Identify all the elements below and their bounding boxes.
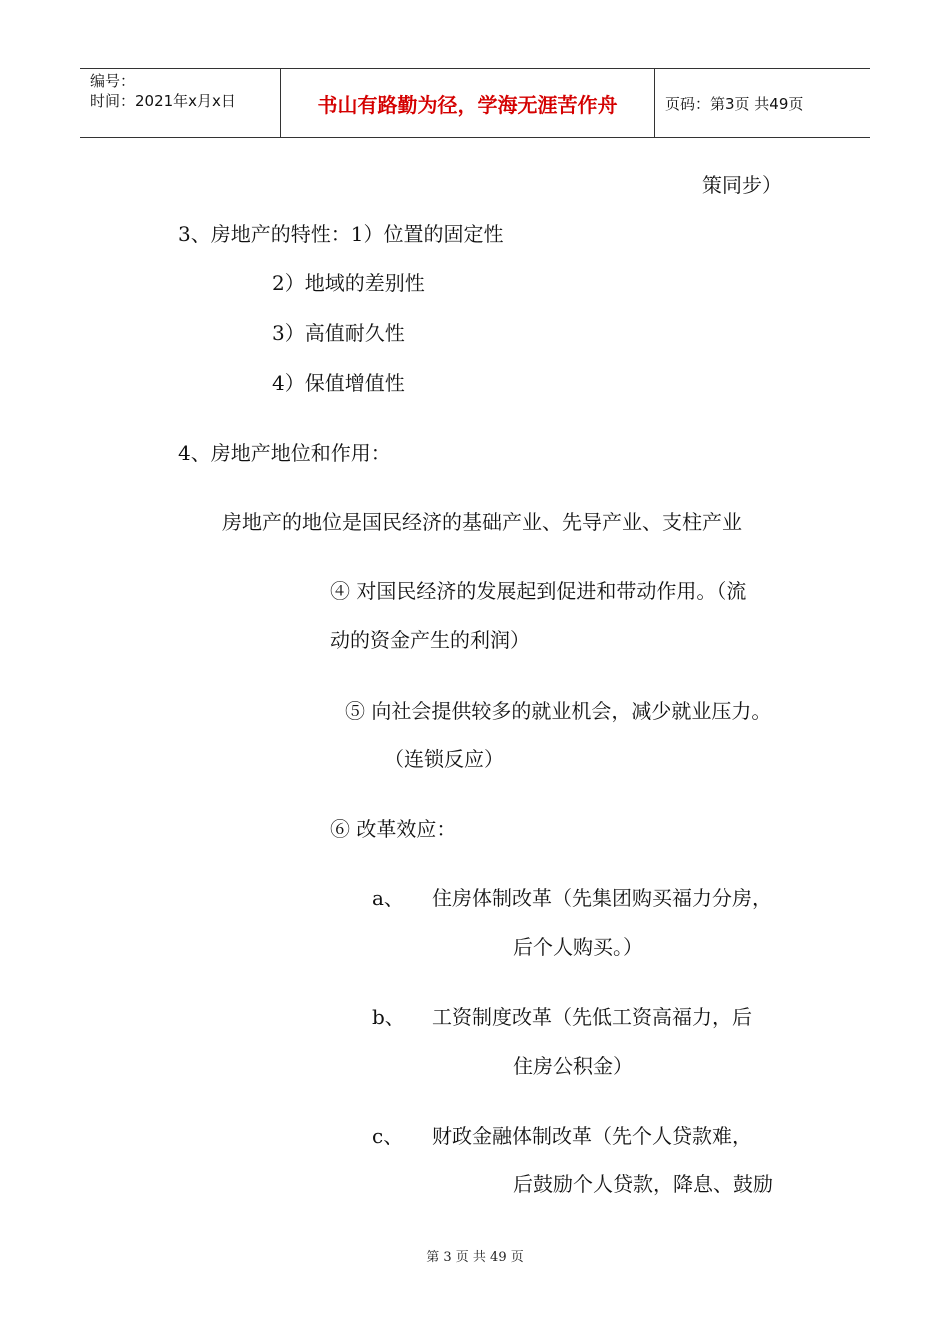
list-item-continuation: 动的资金产生的利润） xyxy=(330,628,530,652)
section-heading-4: 4、房地产地位和作用： xyxy=(178,441,391,465)
list-item-continuation: （连锁反应） xyxy=(384,747,504,771)
section-heading-3: 3、房地产的特性：1）位置的固定性 xyxy=(178,222,504,246)
list-item: ⑤ 向社会提供较多的就业机会，减少就业压力。 xyxy=(345,699,772,723)
list-item: ④ 对国民经济的发展起到促进和带动作用。（流 xyxy=(330,579,747,603)
header-motto: 书山有路勤为径，学海无涯苦作舟 xyxy=(280,69,655,137)
document-header xyxy=(80,68,870,138)
header-page-info: 页码：第3页 共49页 xyxy=(665,94,804,113)
sub-item-marker: a、 xyxy=(372,886,404,910)
list-item: 4）保值增值性 xyxy=(272,371,405,395)
text-line: 策同步） xyxy=(702,173,782,197)
sub-item-marker: b、 xyxy=(372,1005,405,1029)
sub-item: 工资制度改革（先低工资高福力，后 xyxy=(432,1005,752,1029)
time-label: 时间：2021年x月x日 xyxy=(90,92,236,110)
header-meta xyxy=(80,69,280,137)
sub-item-continuation: 后鼓励个人贷款，降息、鼓励 xyxy=(513,1172,773,1196)
sub-item-continuation: 后个人购买。） xyxy=(513,935,643,959)
paragraph: 房地产的地位是国民经济的基础产业、先导产业、支柱产业 xyxy=(222,510,742,534)
sub-item: 住房体制改革（先集团购买福力分房， xyxy=(432,886,772,910)
list-item: ⑥ 改革效应： xyxy=(330,817,457,841)
sub-item: 财政金融体制改革（先个人贷款难， xyxy=(432,1124,752,1148)
list-item: 3）高值耐久性 xyxy=(272,321,405,345)
code-label: 编号： xyxy=(90,72,136,90)
sub-item-continuation: 住房公积金） xyxy=(513,1054,633,1078)
list-item: 2）地域的差别性 xyxy=(272,271,425,295)
sub-item-marker: c、 xyxy=(372,1124,404,1148)
page-footer: 第 3 页 共 49 页 xyxy=(426,1250,524,1265)
